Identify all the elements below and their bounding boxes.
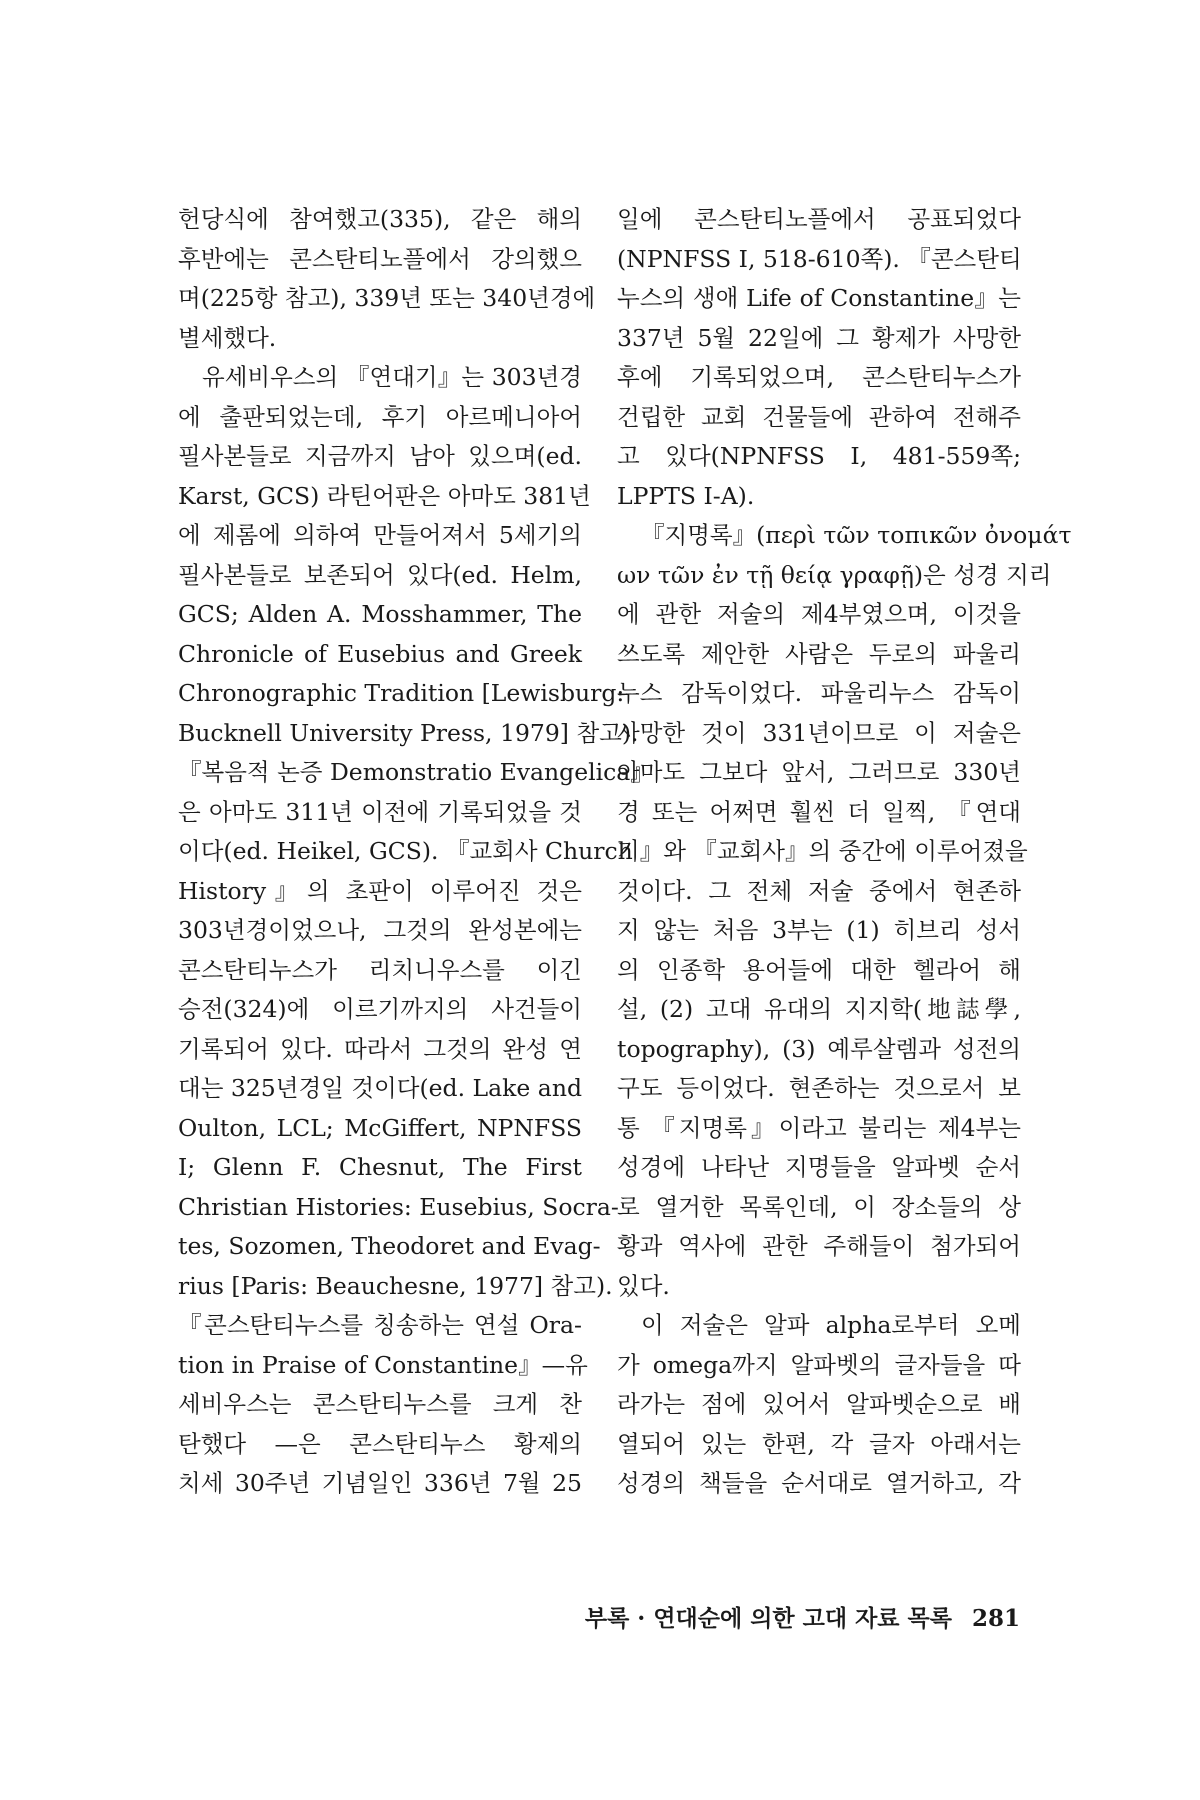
text-line: 대는 325년경일 것이다(ed. Lake and [178,1074,582,1102]
text-line: 337년 5월 22일에 그 황제가 사망한 [617,323,1021,352]
right-text-column [617,200,1072,1504]
text-line: 후반에는 콘스탄티노플에서 강의했으 [178,244,582,273]
text-line: 기록되어 있다. 따라서 그것의 완성 연 [178,1034,582,1063]
text-line: Oulton, LCL; McGiffert, NPNFSS [178,1113,582,1142]
text-line: 쓰도록 제안한 사람은 두로의 파울리 [617,639,1021,668]
left-text-column [178,200,654,1504]
text-line: 구도 등이었다. 현존하는 것으로서 보 [617,1074,1021,1102]
text-line: I; Glenn F. Chesnut, The First [178,1153,582,1181]
text-line: 후에 기록되었으며, 콘스탄티누스가 [617,363,1021,391]
text-line: 승전(324)에 이르기까지의 사건들이 [178,995,582,1023]
text-line: 황과 역사에 관한 주해들이 첨가되어 [617,1232,1021,1260]
text-line: 의 인종학 용어들에 대한 헬라어 해 [617,955,1021,984]
text-line: Christian Histories: Eusebius, Socra- [178,1192,619,1221]
text-line: 통 『지명록』이라고 불리는 제4부는 [617,1113,1021,1142]
text-line: 은 아마도 311년 이전에 기록되었을 것 [178,797,582,826]
text-line: 『콘스탄티누스를 칭송하는 연설 Ora- [178,1311,582,1339]
text-line: 탄했다 —은 콘스탄티누스 황제의 [178,1429,582,1458]
running-title: 부록 · 연대순에 의한 고대 자료 목록 [584,1605,952,1632]
text-line: LPPTS I-A). [617,481,755,510]
text-line: History』의 초판이 이루어진 것은 [178,876,582,905]
text-line: 고 있다(NPNFSS I, 481-559쪽; [617,442,1021,470]
text-line: 누스 감독이었다. 파울리누스 감독이 [617,679,1021,707]
text-line: 설, (2) 고대 유대의 지지학(地誌學, [617,995,1021,1023]
text-line: 건립한 교회 건물들에 관하여 전해주 [617,402,1021,431]
text-line: ων τῶν ἐν τῇ θείᾳ γραφῇ)은 성경 지리 [617,560,1052,589]
text-line: 있다. [617,1271,670,1300]
text-line: 가 omega까지 알파벳의 글자들을 따 [617,1350,1021,1379]
text-line: (NPNFSS I, 518-610쪽). 『콘스탄티 [617,244,1022,273]
text-line: 것이다. 그 전체 저술 중에서 현존하 [617,876,1021,905]
text-line: 필사본들로 보존되어 있다(ed. Helm, [178,560,582,589]
text-line: 성경에 나타난 지명들을 알파벳 순서 [617,1153,1021,1181]
text-line: Chronographic Tradition [Lewisburg: [178,679,625,707]
text-line: 이다(ed. Heikel, GCS). 『교회사 Church [178,837,633,865]
text-line: 『지명록』(περὶ τῶν τοπικῶν ὀνομάτ [641,521,1072,549]
text-line: 유세비우스의 『연대기』는 303년경 [202,363,582,391]
text-line: Karst, GCS) 라틴어판은 아마도 381년 [178,481,591,510]
text-line: 에 제롬에 의하여 만들어져서 5세기의 [178,521,582,549]
text-line: 아마도 그보다 앞서, 그러므로 330년 [617,758,1021,786]
text-line: 지 않는 처음 3부는 (1) 히브리 성서 [617,916,1021,944]
text-line: 콘스탄티누스가 리치니우스를 이긴 [178,955,582,984]
text-line: rius [Paris: Beauchesne, 1977] 참고). [178,1271,613,1300]
text-line: tes, Sozomen, Theodoret and Evag- [178,1232,601,1260]
text-line: 필사본들로 지금까지 남아 있으며(ed. [178,442,582,470]
text-line: 일에 콘스탄티노플에서 공표되었다 [617,205,1021,233]
text-line: 303년경이었으나, 그것의 완성본에는 [178,916,582,944]
text-line: Bucknell University Press, 1979] 참고). [178,718,639,747]
text-line: 누스의 생애 Life of Constantine』는 [617,284,1021,312]
text-line: 사망한 것이 331년이므로 이 저술은 [617,718,1021,747]
text-line: 성경의 책들을 순서대로 열거하고, 각 [617,1469,1021,1497]
text-line: 라가는 점에 있어서 알파벳순으로 배 [617,1390,1021,1418]
text-line: 경 또는 어쩌면 훨씬 더 일찍, 『연대 [617,797,1021,826]
text-line: 열되어 있는 한편, 각 글자 아래서는 [617,1429,1021,1458]
text-line: tion in Praise of Constantine』—유 [178,1350,588,1379]
text-line: 별세했다. [178,323,277,352]
text-line: Chronicle of Eusebius and Greek [178,639,582,668]
text-line: 며(225항 참고), 339년 또는 340년경에 [178,284,596,312]
text-line: 로 열거한 목록인데, 이 장소들의 상 [617,1192,1021,1221]
text-line: 『복음적 논증 Demonstratio Evangelica』 [178,758,654,786]
page-footer [560,1600,1020,1633]
text-line: 헌당식에 참여했고(335), 같은 해의 [178,205,582,233]
text-line: topography), (3) 예루살렘과 성전의 [617,1034,1021,1063]
text-line: 에 관한 저술의 제4부였으며, 이것을 [617,600,1021,628]
text-line: 이 저술은 알파 alpha로부터 오메 [641,1311,1021,1339]
text-line: 에 출판되었는데, 후기 아르메니아어 [178,402,582,431]
page-number: 281 [971,1605,1020,1632]
text-line: 치세 30주년 기념일인 336년 7월 25 [178,1469,582,1497]
text-line: 기』와 『교회사』의 중간에 이루어졌을 [617,837,1028,865]
text-line: GCS; Alden A. Mosshammer, The [178,600,582,628]
text-line: 세비우스는 콘스탄티누스를 크게 찬 [178,1390,582,1418]
